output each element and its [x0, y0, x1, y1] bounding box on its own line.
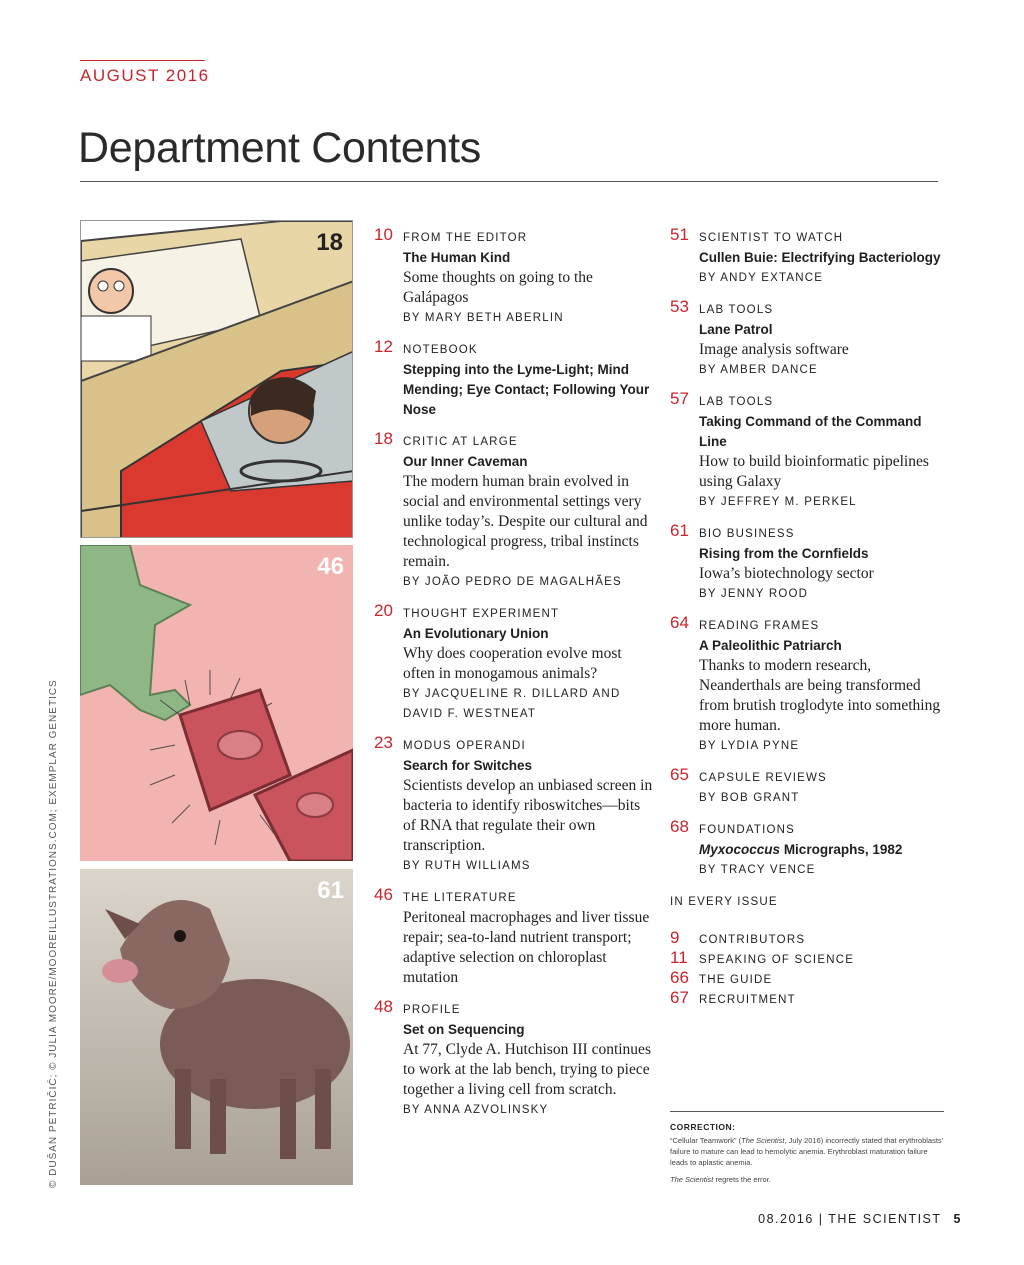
headline: Taking Command of the Command Line: [699, 414, 922, 449]
byline: BY LYDIA PYNE: [699, 740, 800, 752]
item-label: THE GUIDE: [699, 974, 773, 986]
page-number: 53: [670, 297, 689, 316]
toc-entry[interactable]: [670, 765, 950, 808]
section-label: MODUS OPERANDI: [403, 740, 526, 752]
page-number: 68: [670, 817, 689, 836]
section-label: CAPSULE REVIEWS: [699, 772, 827, 784]
correction-text-em: The Scientist: [741, 1136, 785, 1145]
byline: BY JACQUELINE R. DILLARD AND DAVID F. WESTNEAT: [403, 688, 621, 720]
page-title: Department Contents: [78, 124, 482, 172]
byline: BY ANDY EXTANCE: [699, 272, 824, 284]
correction-heading: CORRECTION:: [670, 1122, 736, 1132]
headline: Cullen Buie: Electrifying Bacteriology: [699, 250, 941, 265]
toc-entry[interactable]: [374, 601, 654, 724]
headline: The Human Kind: [403, 250, 511, 265]
page-number: 64: [670, 613, 689, 632]
byline: BY JEFFREY M. PERKEL: [699, 496, 857, 508]
byline: BY MARY BETH ABERLIN: [403, 312, 564, 324]
correction-regret-text: regrets the error.: [713, 1175, 771, 1184]
dek: At 77, Clyde A. Hutchison III continues to work at the lab bench, trying to piece together a living cell from scratch.: [403, 1041, 651, 1098]
page-number: 65: [670, 765, 689, 784]
title-rule: [80, 181, 938, 182]
page-number: 46: [374, 885, 393, 904]
header-rule: [80, 60, 205, 61]
correction-text-b: , July 2016) incorrectly stated that erythroblasts’ failure to mature can lead to hemolytic anemia. Erythroblast maturation failure leads to aplastic anemia.: [670, 1136, 944, 1167]
every-issue-item[interactable]: [670, 930, 950, 950]
byline: BY JENNY ROOD: [699, 588, 809, 600]
section-label: LAB TOOLS: [699, 396, 774, 408]
dek: Thanks to modern research, Neanderthals are being transformed from brutish troglodyte into something more human.: [699, 657, 941, 734]
cartoon-car-illustration[interactable]: [80, 220, 353, 538]
dek: Peritoneal macrophages and liver tissue repair; sea-to-land nutrient transport; adaptive selection on chloroplast mutation: [403, 909, 650, 986]
headline: Set on Sequencing: [403, 1022, 525, 1037]
section-label: FROM THE EDITOR: [403, 232, 528, 244]
section-label: THE LITERATURE: [403, 892, 517, 904]
page-number: 10: [374, 225, 393, 244]
dek: Image analysis software: [699, 341, 849, 358]
toc-entry[interactable]: [374, 885, 654, 988]
headline: Search for Switches: [403, 758, 533, 773]
image-page-number: 18: [316, 229, 343, 256]
every-issue-item[interactable]: [670, 990, 950, 1010]
headline: Stepping into the Lyme-Light; Mind Mending; Eye Contact; Following Your Nose: [403, 362, 650, 417]
toc-entry[interactable]: [374, 997, 654, 1120]
byline: BY TRACY VENCE: [699, 864, 816, 876]
dek: The modern human brain evolved in social and environmental settings very unlike today’s. Despite our cultural and technological progress, tribal instincts remain.: [403, 473, 648, 570]
page-number: 48: [374, 997, 393, 1016]
section-label: THOUGHT EXPERIMENT: [403, 608, 560, 620]
toc-entry[interactable]: [670, 613, 950, 756]
toc-entry[interactable]: [374, 225, 654, 328]
every-issue-item[interactable]: [670, 970, 950, 990]
folio-text: 08.2016 | THE SCIENTIST: [758, 1212, 942, 1226]
section-label: LAB TOOLS: [699, 304, 774, 316]
headline: A Paleolithic Patriarch: [699, 638, 842, 653]
page-number: 23: [374, 733, 393, 752]
byline: BY AMBER DANCE: [699, 364, 818, 376]
byline: BY JOÃO PEDRO DE MAGALHÃES: [403, 576, 622, 588]
folio-page-number: 5: [953, 1212, 962, 1226]
section-label: CRITIC AT LARGE: [403, 436, 518, 448]
correction-text-a: “Cellular Teamwork” (: [670, 1136, 742, 1145]
page-number: 66: [670, 968, 689, 987]
image-page-number: 46: [317, 553, 344, 580]
page-number: 9: [670, 928, 680, 947]
dek: Some thoughts on going to the Galápagos: [403, 269, 593, 306]
byline: BY RUTH WILLIAMS: [403, 860, 531, 872]
page-number: 61: [670, 521, 689, 540]
headline-italic: Myxococcus: [699, 842, 781, 857]
toc-entry[interactable]: [670, 297, 950, 380]
toc-entry[interactable]: [374, 733, 654, 876]
page-number: 11: [670, 948, 688, 967]
folio: [758, 1212, 962, 1226]
headline: [699, 840, 950, 860]
byline: BY ANNA AZVOLINSKY: [403, 1104, 549, 1116]
macrophage-illustration[interactable]: [80, 545, 353, 861]
correction-box: [670, 1122, 946, 1191]
dek: Scientists develop an unbiased screen in bacteria to identify riboswitches—bits of RNA that regulate their own transcription.: [403, 777, 653, 854]
section-label: NOTEBOOK: [403, 344, 478, 356]
correction-regret-em: The Scientist: [670, 1175, 714, 1184]
headline: Our Inner Caveman: [403, 454, 528, 469]
headline: Lane Patrol: [699, 322, 773, 337]
dek: How to build bioinformatic pipelines using Galaxy: [699, 453, 929, 490]
toc-entry[interactable]: [670, 225, 950, 288]
headline: Rising from the Cornfields: [699, 546, 869, 561]
dek: Iowa’s biotechnology sector: [699, 565, 874, 582]
contents-column-left: [374, 225, 654, 1132]
correction-text: [670, 1135, 946, 1168]
page-number: 18: [374, 429, 393, 448]
section-label: SCIENTIST TO WATCH: [699, 232, 844, 244]
byline: BY BOB GRANT: [699, 792, 800, 804]
toc-entry[interactable]: [670, 817, 950, 880]
photo-credit: © DUŠAN PETRIČIĆ; © JULIA MOORE/MOOREILLUSTRATIONS.COM; EXEMPLAR GENETICS: [48, 679, 59, 1188]
correction-regret: [670, 1174, 946, 1185]
dek: Why does cooperation evolve most often in monogamous animals?: [403, 645, 622, 682]
every-issue-label: IN EVERY ISSUE: [670, 896, 778, 908]
section-label: READING FRAMES: [699, 620, 820, 632]
item-label: SPEAKING OF SCIENCE: [699, 954, 855, 966]
hairless-pig-photo[interactable]: [80, 869, 353, 1185]
toc-entry[interactable]: [670, 521, 950, 604]
toc-entry[interactable]: [374, 429, 654, 592]
correction-rule: [670, 1111, 944, 1112]
every-issue-item[interactable]: [670, 950, 950, 970]
contents-column-right: [670, 225, 950, 1010]
page-number: 51: [670, 225, 689, 244]
section-label: PROFILE: [403, 1004, 461, 1016]
item-label: RECRUITMENT: [699, 994, 796, 1006]
page-number: 67: [670, 988, 689, 1007]
toc-entry[interactable]: [374, 337, 654, 420]
section-label: FOUNDATIONS: [699, 824, 796, 836]
toc-entry[interactable]: [670, 389, 950, 512]
headline: An Evolutionary Union: [403, 626, 549, 641]
headline-rest: Micrographs, 1982: [783, 842, 903, 857]
section-label: BIO BUSINESS: [699, 528, 795, 540]
issue-date: AUGUST 2016: [80, 66, 210, 85]
page-number: 57: [670, 389, 689, 408]
item-label: CONTRIBUTORS: [699, 934, 806, 946]
image-page-number: 61: [317, 877, 344, 904]
page-number: 12: [374, 337, 393, 356]
page-number: 20: [374, 601, 393, 620]
